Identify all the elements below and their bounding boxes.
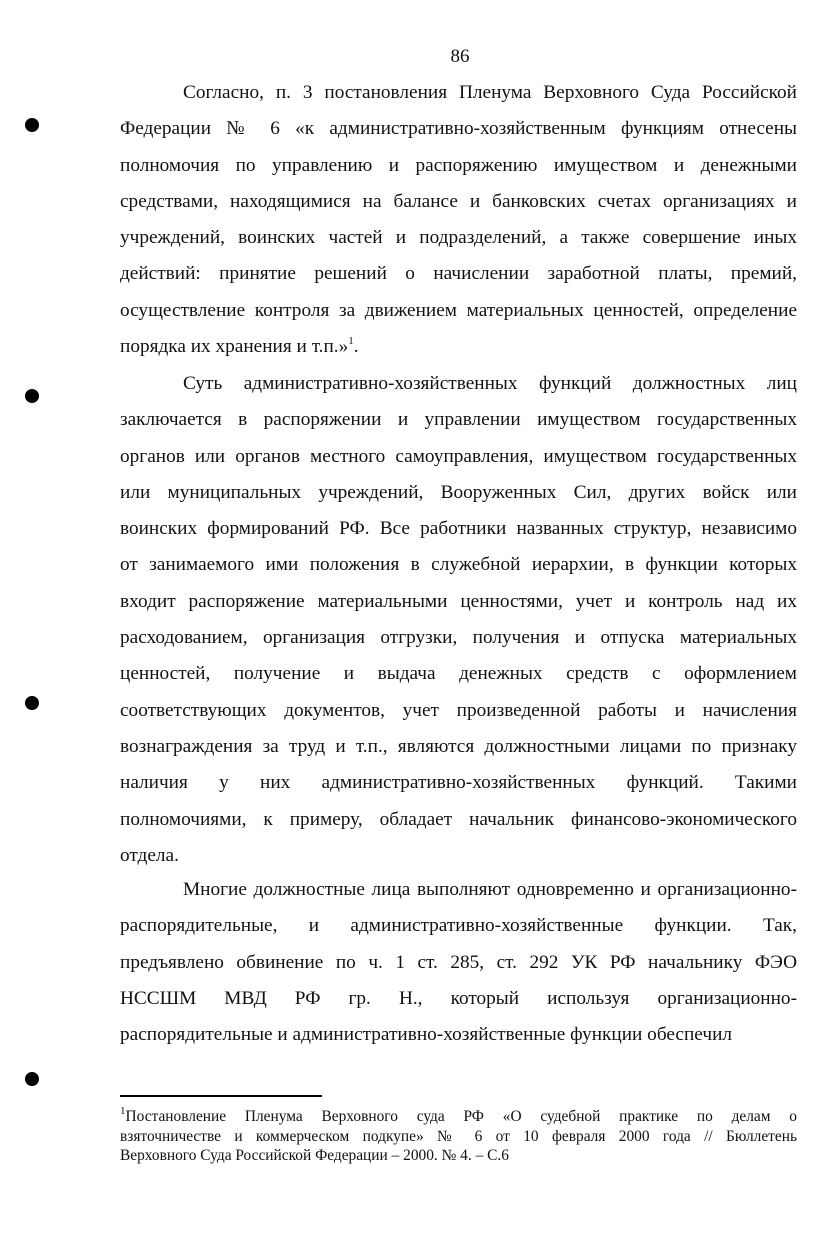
- text-line: соответствующих документов, учет произведенной работы и начисления: [120, 699, 797, 721]
- text-line: наличия у них административно-хозяйственных функций. Такими: [120, 772, 797, 794]
- footnote-mark: 1: [120, 1104, 126, 1117]
- text-line: предъявлено обвинение по ч. 1 ст. 285, ст. 292 УК РФ начальнику ФЭО: [120, 951, 797, 973]
- footnote: [120, 1104, 797, 1166]
- footnote-separator: [120, 1095, 322, 1097]
- text-line: распорядительные и административно-хозяйственные функции обеспечил: [120, 1024, 733, 1046]
- page-number: 86: [450, 46, 470, 67]
- body-paragraph: [120, 872, 797, 1053]
- text-fragment: порядка их хранения и т.п.»: [120, 336, 349, 358]
- binder-hole-mark: [25, 1072, 39, 1086]
- text-line: учреждений, воинских частей и подразделений, а также совершение иных: [120, 227, 797, 249]
- text-line: Федерации № 6 «к административно-хозяйственным функциям отнесены: [120, 118, 797, 140]
- text-line: распорядительные, и административно-хозяйственные функции. Так,: [120, 915, 797, 937]
- binder-hole-mark: [25, 118, 39, 132]
- binder-hole-mark: [25, 389, 39, 403]
- footnote-line: [120, 1104, 797, 1127]
- text-line: вознаграждения за труд и т.п., являются должностными лицами по признаку: [120, 735, 797, 757]
- text-line: осуществление контроля за движением материальных ценностей, определение: [120, 299, 797, 321]
- text-line: полномочиями, к примеру, обладает начальник финансово-экономического: [120, 808, 797, 830]
- text-line: расходованием, организация отгрузки, получения и отпуска материальных: [120, 627, 797, 649]
- body-paragraph: [120, 366, 797, 874]
- text-line: входит распоряжение материальными ценностями, учет и контроль над их: [120, 590, 797, 612]
- text-line: НССШМ МВД РФ гр. Н., который используя организационно-: [120, 987, 797, 1009]
- text-line: воинских формирований РФ. Все работники названных структур, независимо: [120, 518, 797, 540]
- binder-hole-mark: [25, 696, 39, 710]
- body-paragraph: [120, 75, 797, 365]
- text-line: Согласно, п. 3 постановления Пленума Верховного Суда Российской: [183, 82, 797, 103]
- text-line: органов или органов местного самоуправления, имуществом государственных: [120, 445, 797, 467]
- text-fragment: .: [353, 336, 359, 358]
- text-line: Многие должностные лица выполняют одновременно и организационно-: [183, 879, 797, 900]
- footnote-line: Верховного Суда Российской Федерации – 2000. № 4. – С.6: [120, 1147, 509, 1164]
- text-line: [120, 329, 797, 365]
- footnote-reference[interactable]: 1: [348, 334, 354, 347]
- text-line: от занимаемого ими положения в служебной иерархии, в функции которых: [120, 554, 797, 576]
- text-fragment: Постановление Пленума Верховного суда РФ «О судебной практике по делам о: [125, 1108, 797, 1125]
- footnote-line: взяточничестве и коммерческом подкупе» № 6 от 10 февраля 2000 года // Бюллетень: [120, 1127, 797, 1145]
- text-line: полномочия по управлению и распоряжению имуществом и денежными: [120, 154, 797, 176]
- text-line: средствами, находящимися на балансе и банковских счетах организациях и: [120, 190, 797, 212]
- text-line: отдела.: [120, 844, 179, 866]
- text-line: или муниципальных учреждений, Вооруженных Сил, других войск или: [120, 481, 797, 503]
- text-line: заключается в распоряжении и управлении имуществом государственных: [120, 409, 797, 431]
- text-line: ценностей, получение и выдача денежных средств с оформлением: [120, 663, 797, 685]
- text-line: Суть административно-хозяйственных функций должностных лиц: [183, 373, 797, 394]
- text-line: действий: принятие решений о начислении заработной платы, премий,: [120, 263, 797, 285]
